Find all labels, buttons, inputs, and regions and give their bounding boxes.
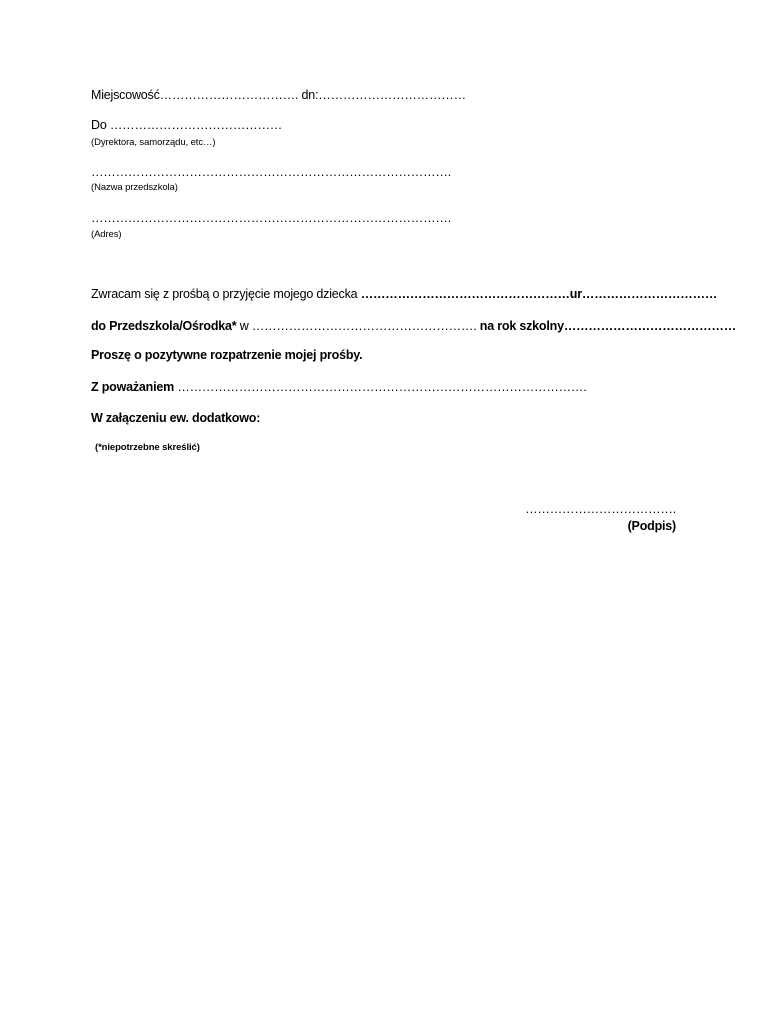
request-line <box>91 288 717 301</box>
school-year-blank: na rok szkolny…………………………………… <box>479 319 737 333</box>
signature-label: (Podpis) <box>627 519 676 533</box>
kindergarten-line <box>91 320 736 333</box>
birth-date-blank: ur…………………………… <box>569 287 718 301</box>
place-date-line <box>91 89 466 102</box>
address-line: ……………………………………………………………………………. <box>91 211 451 225</box>
recipient-line <box>91 119 282 132</box>
kindergarten-text: do Przedszkola/Ośrodka* <box>91 319 240 333</box>
institution-line: ……………………………………………………………………………. <box>91 165 451 179</box>
place-date-text: Miejscowość……………………………. dn:……………………………… <box>91 88 466 102</box>
address-hint: (Adres) <box>91 229 122 240</box>
child-name-blank: …………………………………………… <box>360 287 570 301</box>
request-text: Zwracam się z prośbą o przyjęcie mojego dziecka <box>91 287 361 301</box>
kindergarten-place-blank: w ………………………………………………. <box>239 319 480 333</box>
regards-line <box>91 381 587 394</box>
footnote: (*niepotrzebne skreślić) <box>95 442 200 453</box>
signature-blank: ………………………………. <box>525 502 676 516</box>
regards-text: Z poważaniem <box>91 380 178 394</box>
institution-hint: (Nazwa przedszkola) <box>91 182 178 193</box>
attachment-line: W załączeniu ew. dodatkowo: <box>91 411 261 425</box>
recipient-text: Do …………………………………… <box>91 118 283 132</box>
recipient-hint: (Dyrektora, samorządu, etc…) <box>91 137 216 148</box>
regards-signature-blank: ………………………………………………………………………………………. <box>177 380 587 394</box>
consideration-line: Proszę o pozytywne rozpatrzenie mojej prośby. <box>91 348 363 362</box>
